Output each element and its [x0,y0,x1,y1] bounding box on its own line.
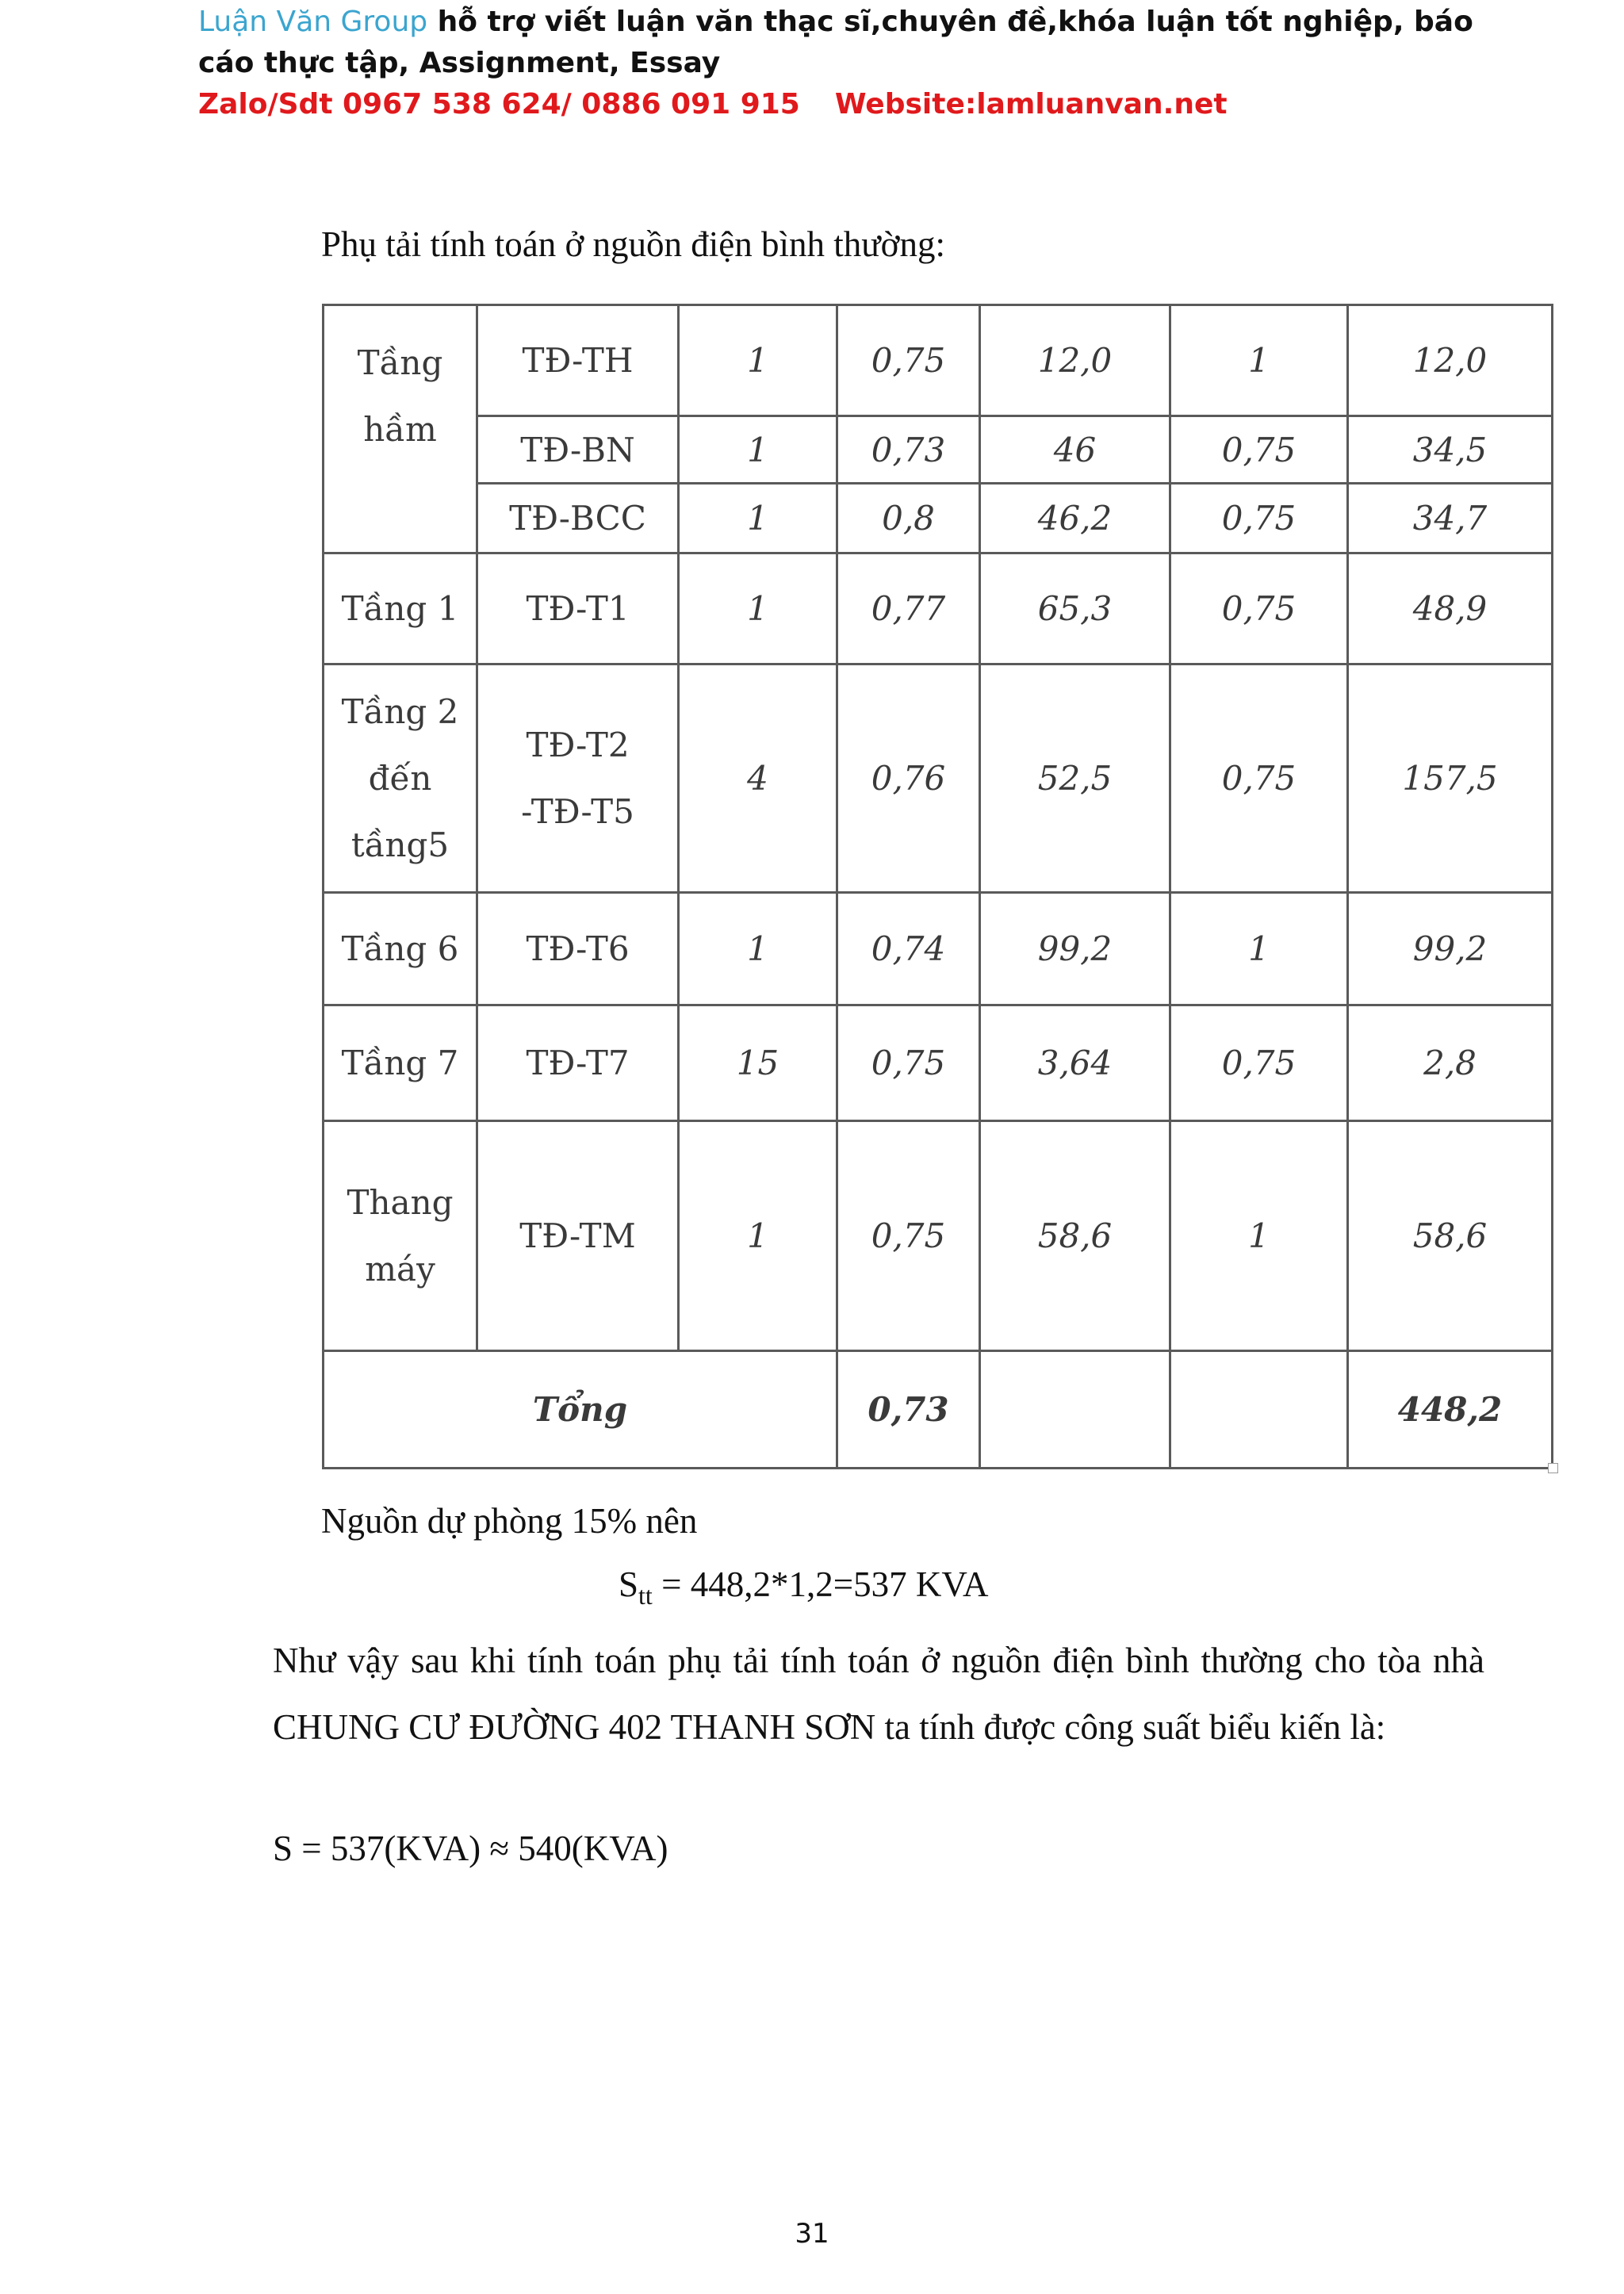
power-cell: 12,0 [980,305,1170,416]
ksd-cell: 0,74 [837,893,980,1005]
conclusion-paragraph: Như vậy sau khi tính toán phụ tải tính toán ở nguồn điện bình thường cho tòa nhà CHUNG CƯ ĐƯỜNG 402 THANH SƠN ta tính được công suất biểu kiến là: [273,1641,1484,1747]
floor-cell: Tầng 1 [324,553,477,664]
ksd-cell: 0,75 [837,305,980,416]
total-ptt: 448,2 [1348,1351,1553,1469]
ksd-cell: 0,73 [837,416,980,484]
kdt-cell: 0,75 [1170,664,1348,893]
total-empty-cell [1170,1351,1348,1469]
ptt-cell: 58,6 [1348,1121,1553,1351]
ptt-cell: 12,0 [1348,305,1553,416]
qty-cell: 1 [679,893,837,1005]
document-header [198,2,1483,125]
load-table-image [322,304,1551,1467]
kdt-cell: 1 [1170,1121,1348,1351]
ptt-cell: 157,5 [1348,664,1553,893]
qty-cell: 15 [679,1005,837,1121]
header-phone: Zalo/Sdt 0967 538 624/ 0886 091 915 [198,88,800,121]
panel-cell: TĐ-BCC [477,484,679,553]
floor-cell: Thang máy [324,1121,477,1351]
panel-cell: TĐ-T7 [477,1005,679,1121]
power-cell: 99,2 [980,893,1170,1005]
panel-cell: TĐ-TM [477,1121,679,1351]
table-row [324,1121,1553,1351]
ksd-cell: 0,76 [837,664,980,893]
header-website: Website:lamluanvan.net [834,88,1228,121]
qty-cell: 1 [679,1121,837,1351]
panel-cell: TĐ-TH [477,305,679,416]
total-row [324,1351,1553,1469]
power-cell: 3,64 [980,1005,1170,1121]
ksd-cell: 0,77 [837,553,980,664]
ptt-cell: 99,2 [1348,893,1553,1005]
qty-cell: 1 [679,553,837,664]
page-number: 31 [795,2218,829,2250]
floor-cell: Tầng 6 [324,893,477,1005]
panel-cell: TĐ-BN [477,416,679,484]
kdt-cell: 1 [1170,893,1348,1005]
power-cell: 58,6 [980,1121,1170,1351]
table-caption: Phụ tải tính toán ở nguồn điện bình thường: [321,224,945,264]
image-resize-handle[interactable] [1548,1463,1558,1473]
qty-cell: 1 [679,416,837,484]
kdt-cell: 0,75 [1170,484,1348,553]
qty-cell: 4 [679,664,837,893]
floor-cell: Tầng 2 đến tầng5 [324,664,477,893]
qty-cell: 1 [679,305,837,416]
power-cell: 46 [980,416,1170,484]
table-row [324,484,1553,553]
apparent-power-result: S = 537(KVA) ≈ 540(KVA) [273,1829,668,1868]
kdt-cell: 0,75 [1170,416,1348,484]
floor-cell: Tầng 7 [324,1005,477,1121]
ksd-cell: 0,75 [837,1005,980,1121]
panel-cell: TĐ-T1 [477,553,679,664]
ptt-cell: 48,9 [1348,553,1553,664]
header-contact [198,84,1483,125]
table-row [324,1005,1553,1121]
panel-cell: TĐ-T6 [477,893,679,1005]
total-label: Tổng [324,1351,837,1469]
ksd-cell: 0,8 [837,484,980,553]
kdt-cell: 1 [1170,305,1348,416]
floor-cell: Tầng hầm [324,305,477,553]
header-tagline: hỗ trợ viết luận văn thạc sĩ,chuyên đề,khóa luận tốt nghiệp, báo cáo thực tập, Assignment, Essay [198,6,1473,79]
power-cell: 52,5 [980,664,1170,893]
table-row [324,664,1553,893]
table-row [324,305,1553,416]
reserve-note: Nguồn dự phòng 15% nên [321,1501,698,1541]
qty-cell: 1 [679,484,837,553]
kdt-cell: 0,75 [1170,1005,1348,1121]
formula-stt: $S_{tt} = 448,2*1,2=537$ KVA [619,1564,989,1610]
load-table [322,304,1553,1469]
ksd-cell: 0,75 [837,1121,980,1351]
table-row [324,416,1553,484]
total-ksd: 0,73 [837,1351,980,1469]
ptt-cell: 34,5 [1348,416,1553,484]
total-empty-cell [980,1351,1170,1469]
power-cell: 65,3 [980,553,1170,664]
kdt-cell: 0,75 [1170,553,1348,664]
table-row [324,553,1553,664]
panel-cell: TĐ-T2 -TĐ-T5 [477,664,679,893]
header-brand: Luận Văn Group [198,6,428,38]
table-row [324,893,1553,1005]
ptt-cell: 34,7 [1348,484,1553,553]
power-cell: 46,2 [980,484,1170,553]
ptt-cell: 2,8 [1348,1005,1553,1121]
